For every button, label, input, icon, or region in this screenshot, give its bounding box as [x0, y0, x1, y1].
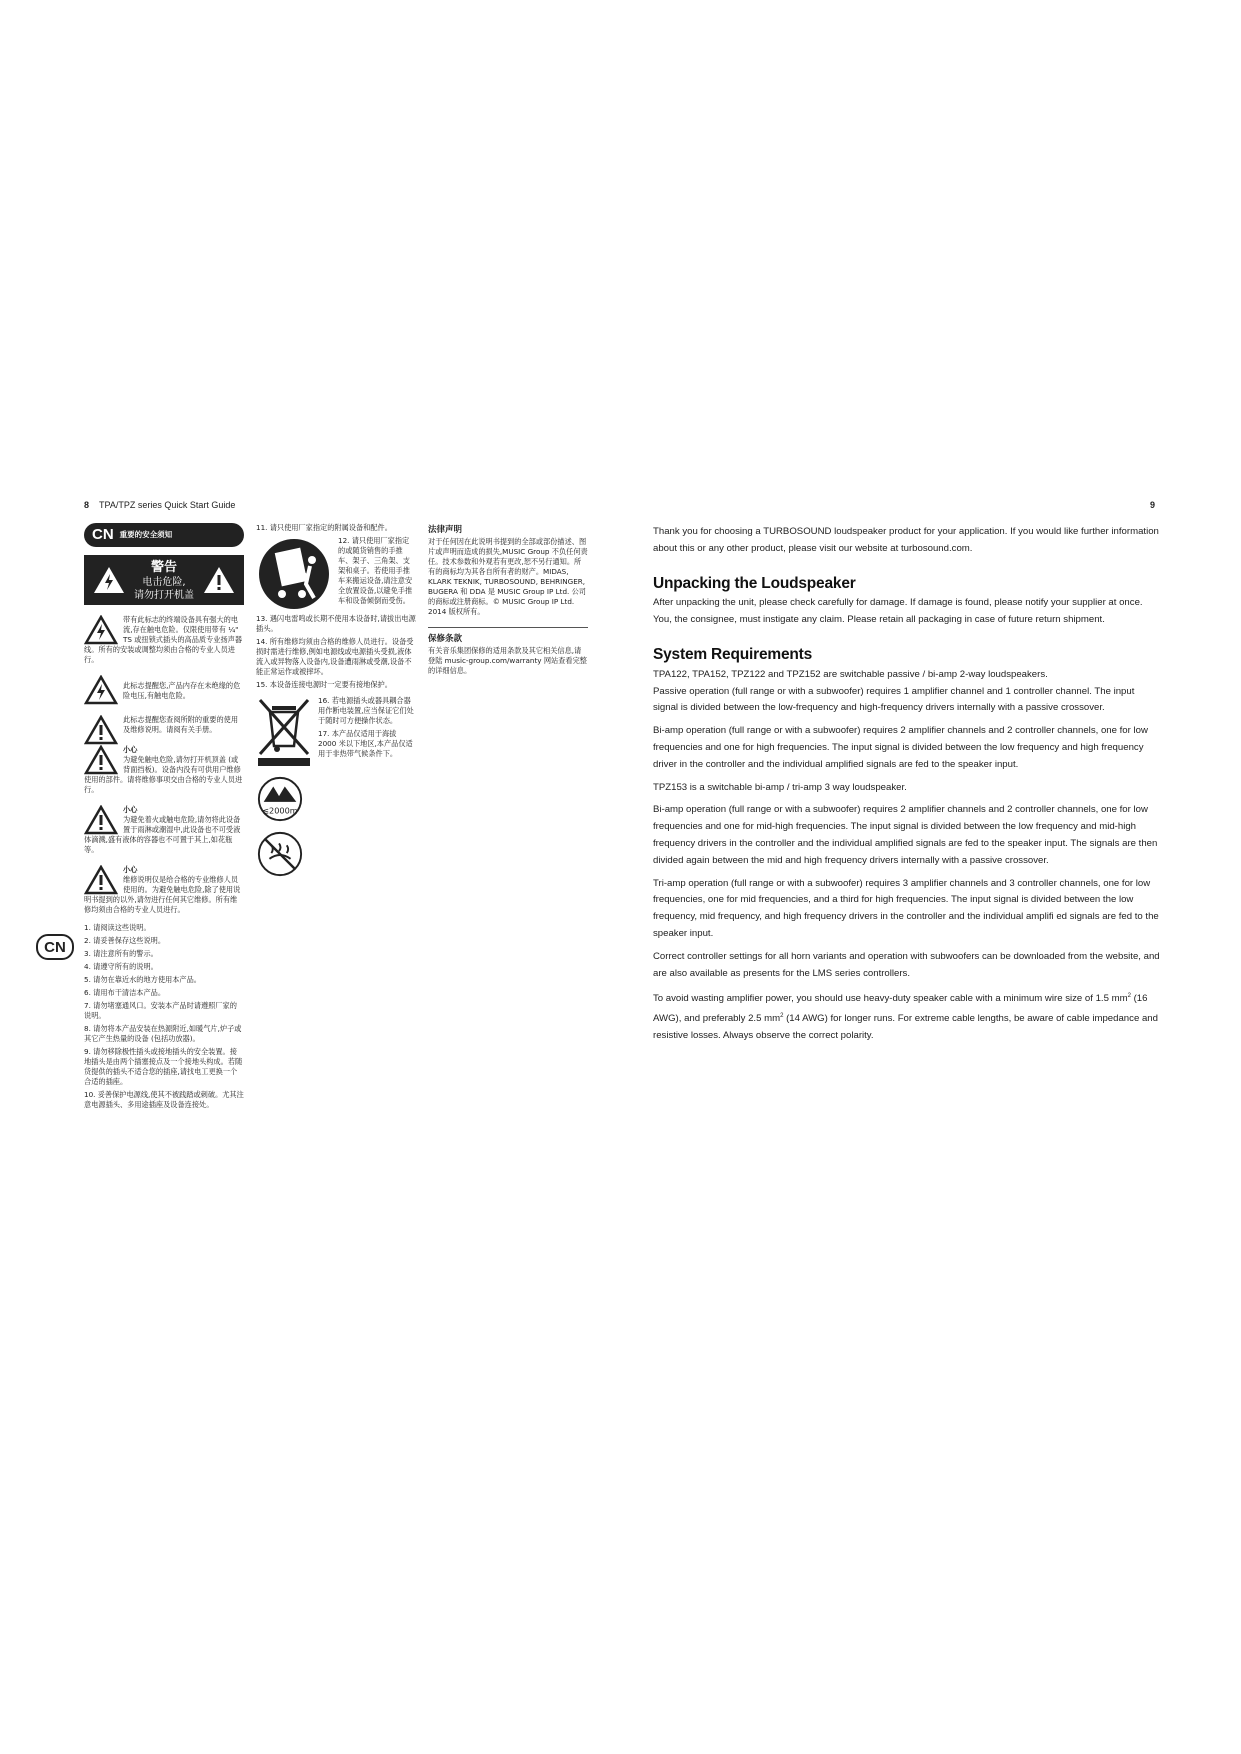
warranty-title: 保修条款	[428, 634, 463, 644]
list-item: 5. 请勿在靠近水的地方使用本产品。	[84, 975, 201, 984]
superscript-2: 2	[1127, 993, 1131, 1000]
english-page	[653, 524, 1161, 1051]
badge-cn-label: CN	[92, 526, 114, 543]
caution-2-icon	[84, 805, 118, 835]
requirements-para-2: Passive operation (full range or with a subwoofer) requires 1 amplifier channel and 1 controller channel. The input signal is divided between the low-frequency and high-frequency drivers internally with a passive crossover.	[653, 685, 1135, 714]
item-17: 17. 本产品仅适用于海拔 2000 米以下地区,本产品仅适用于非热带气候条件下。	[318, 729, 413, 758]
requirements-para-5: Bi-amp operation (full range or with a subwoofer) requires 2 amplifier channels and 2 controller channels, one for low frequencies and one for mid-high frequencies. The input signal is divided between the low frequency and mid-high frequency drivers in the controller and the individual amplified signals are fed to the speaker input. The signals are then divided again between the mid and high frequency drivers internally with a passive crossover.	[653, 804, 1158, 866]
item-12: 12. 请只使用厂家指定的或随货销售的手推车、架子、三角架、支架和桌子。若使用手推车来搬运设备,请注意安全放置设备,以避免手推车和设备倾倒而受伤。	[338, 536, 413, 605]
voltage-warning-text: 此标志提醒您,产品内存在未绝缘的危险电压,有触电危险。	[123, 681, 241, 700]
requirements-para-7: Correct controller settings for all horn variants and operation with subwoofers can be downloaded from the website, and are also available as presents for the LMS series controllers.	[653, 950, 1160, 979]
requirements-para-6: Tri-amp operation (full range or with a subwoofer) requires 3 amplifier channels and 3 controller channels, one for low frequencies, one for mid frequencies, and a third for high frequencies. The input signal is divided between the low frequency, mid frequency, and high frequency drivers in the controller and the individual amplifi ed signals are fed to the speaker input.	[653, 877, 1159, 939]
unpacking-text: After unpacking the unit, please check carefully for damage. If damage is found, please notify your supplier at once. You, the consignee, must instigate any claim. Please retain all packaging in case of future return shipment.	[653, 597, 1143, 626]
warning-line1: 电击危险,	[142, 576, 186, 588]
cart-warning-icon	[256, 536, 332, 612]
caution-1-icon	[84, 745, 118, 775]
list-item: 8. 请勿将本产品安装在热源附近,如暖气片,炉子或其它产生热量的设备 (包括功放器)。	[84, 1024, 242, 1043]
cn-safety-list	[84, 923, 244, 1110]
para-8-part-c: (14 AWG) for longer runs. For extreme cable lengths, be aware of cable impedance and resistive losses. Always observe the correct polarity.	[653, 1013, 1158, 1042]
terminal-warning-block	[84, 615, 244, 665]
divider	[428, 627, 588, 628]
cn-column-1	[84, 523, 244, 1113]
superscript-2: 2	[780, 1013, 784, 1020]
item-14: 14. 所有维修均须由合格的维修人员进行。设备受损时需进行维修,例如电源线或电源插头受损,液体流入或异物落入设备内,设备遭雨淋或受潮,设备不能正常运作或被摔坏。	[256, 637, 414, 676]
list-item: 1. 请阅读这些说明。	[84, 923, 151, 932]
exclamation-triangle-icon	[84, 715, 118, 745]
terminal-warning-text: 带有此标志的终端设备具有强大的电流,存在触电危险。仅限使用带有 ¼" TS 或扭锁式插头的高品质专业扬声器线。所有的安装或调整均须由合格的专业人员进行。	[84, 615, 243, 664]
list-item: 10. 妥善保护电源线,使其不被践踏或刺破。尤其注意电源插头、多用途插座及设备连接处。	[84, 1090, 244, 1109]
requirements-para-3: Bi-amp operation (full range or with a subwoofer) requires 2 amplifier channels and 2 controller channels, one for low frequencies and one for high frequencies. The input signal is divided between the low frequency and high frequency driver in the controller and the individual amplified signals are fed to the speaker input.	[653, 725, 1148, 770]
lightning-triangle-icon	[84, 675, 118, 705]
requirements-para-4: TPZ153 is a switchable bi-amp / tri-amp 3 way loudspeaker.	[653, 781, 907, 793]
caution-block-2	[84, 805, 244, 855]
item-12-block	[256, 536, 416, 606]
caution-1-text: 为避免触电危险,请勿打开机顶盖 (或背面挡板)。设备内没有可供用户维修使用的部件。请将维修事项交由合格的专业人员进行。	[84, 755, 243, 794]
caution-2-title: 小心	[123, 805, 138, 814]
unpacking-heading: Unpacking the Loudspeaker	[653, 574, 856, 592]
altitude-icon	[256, 775, 304, 823]
item-11: 11. 请只使用厂家指定的附属设备和配件。	[256, 523, 392, 532]
left-page-number: 8	[84, 500, 90, 510]
caution-block-3	[84, 865, 244, 915]
shock-symbol-icon	[84, 615, 118, 645]
warning-title: 警告	[150, 559, 177, 575]
requirements-para-1: TPA122, TPA152, TPZ122 and TPZ152 are switchable passive / bi-amp 2-way loudspeakers.	[653, 668, 1048, 680]
altitude-label: ≤2000m	[262, 805, 298, 816]
legal-title: 法律声明	[428, 525, 463, 535]
caution-3-text: 维修说明仅是给合格的专业维修人员使用的。为避免触电危险,除了使用说明书提到的以外,请勿进行任何其它维修。所有维修均须由合格的专业人员进行。	[84, 875, 241, 914]
caution-3-title: 小心	[123, 865, 138, 874]
caution-3-icon	[84, 865, 118, 895]
item-15: 15. 本设备连接电源时一定要有接地保护。	[256, 680, 392, 689]
cn-column-3	[428, 525, 588, 679]
exclamation-warning-icon	[202, 565, 236, 595]
list-item: 6. 请用布干清洁本产品。	[84, 988, 166, 997]
warning-box	[84, 555, 244, 605]
list-item: 9. 请勿移除极性插头或接地插头的安全装置。接地插头是由两个插塞接点及一个接地头构成。若随货提供的插头不适合您的插座,请找电工更换一个合适的插座。	[84, 1047, 243, 1086]
intro-text: Thank you for choosing a TURBOSOUND loudspeaker product for your application. If you would like further information about this or any other product, please visit our website at turbosound.com.	[653, 526, 1159, 554]
caution-1-title: 小心	[123, 745, 138, 754]
weee-bin-icon	[256, 696, 312, 766]
system-requirements-heading: System Requirements	[653, 645, 813, 663]
caution-2-text: 为避免着火或触电危险,请勿将此设备置于雨淋或潮湿中,此设备也不可受液体滴溅,盛有液体的容器也不可置于其上,如花瓶等。	[84, 815, 241, 854]
warranty-text: 有关音乐集团保修的适用条款及其它相关信息,请登陆 music-group.com/warranty 网站查看完整的详细信息。	[428, 646, 587, 675]
right-page-number: 9	[1150, 500, 1156, 510]
badge-title: 重要的安全须知	[119, 530, 173, 539]
voltage-warning-block	[84, 675, 244, 701]
para-8-part-b: (16 AWG), and preferably 2.5 mm	[653, 993, 1148, 1025]
caution-block-1	[84, 745, 244, 795]
list-item: 3. 请注意所有的警示。	[84, 949, 158, 958]
list-item: 2. 请妥善保存这些说明。	[84, 936, 166, 945]
warning-line2: 请勿打开机盖	[134, 589, 194, 601]
item-16-17-block	[256, 696, 416, 816]
manual-notice-text: 此标志提醒您查阅所附的重要的使用及维修说明。请阅有关手册。	[123, 715, 239, 734]
legal-text: 对于任何因在此说明书提到的全部或部份描述、图片或声明而造成的损失,MUSIC Group 不负任何责任。技术参数和外观若有更改,恕不另行通知。所有的商标均为其各自所有者的财产。MIDAS, KLARK TEKNIK, TURBOSOUND, BEHRINGER, BUGERA 和 DDA 是 MUSIC Group IP Ltd. 公司的商标或注册商标。© MUSIC Group IP Ltd. 2014 版权所有。	[428, 537, 588, 616]
shock-warning-icon	[92, 565, 126, 595]
symbols-column	[256, 696, 312, 881]
para-8-part-a: To avoid wasting amplifier power, you should use heavy-duty speaker cable with a minimum wire size of 1.5 mm	[653, 993, 1128, 1005]
left-header-title: TPA/TPZ series Quick Start Guide	[99, 500, 236, 510]
left-page-header	[84, 500, 235, 510]
manual-notice-block	[84, 715, 244, 735]
list-item: 4. 请遵守所有的说明。	[84, 962, 158, 971]
cn-column-2	[256, 523, 416, 881]
item-16: 16. 若电源插头或器具耦合器用作断电装置,应当保证它们处于随时可方便操作状态。	[318, 696, 414, 725]
cn-section-badge	[84, 523, 244, 547]
item-13: 13. 遇闪电雷鸣或长期不使用本设备时,请拔出电源插头。	[256, 614, 416, 633]
list-item: 7. 请勿堵塞通风口。安装本产品时请遵照厂家的说明。	[84, 1001, 237, 1020]
climate-icon	[256, 830, 304, 878]
requirements-para-8	[653, 988, 1161, 1045]
side-tab-cn: CN	[36, 934, 74, 960]
